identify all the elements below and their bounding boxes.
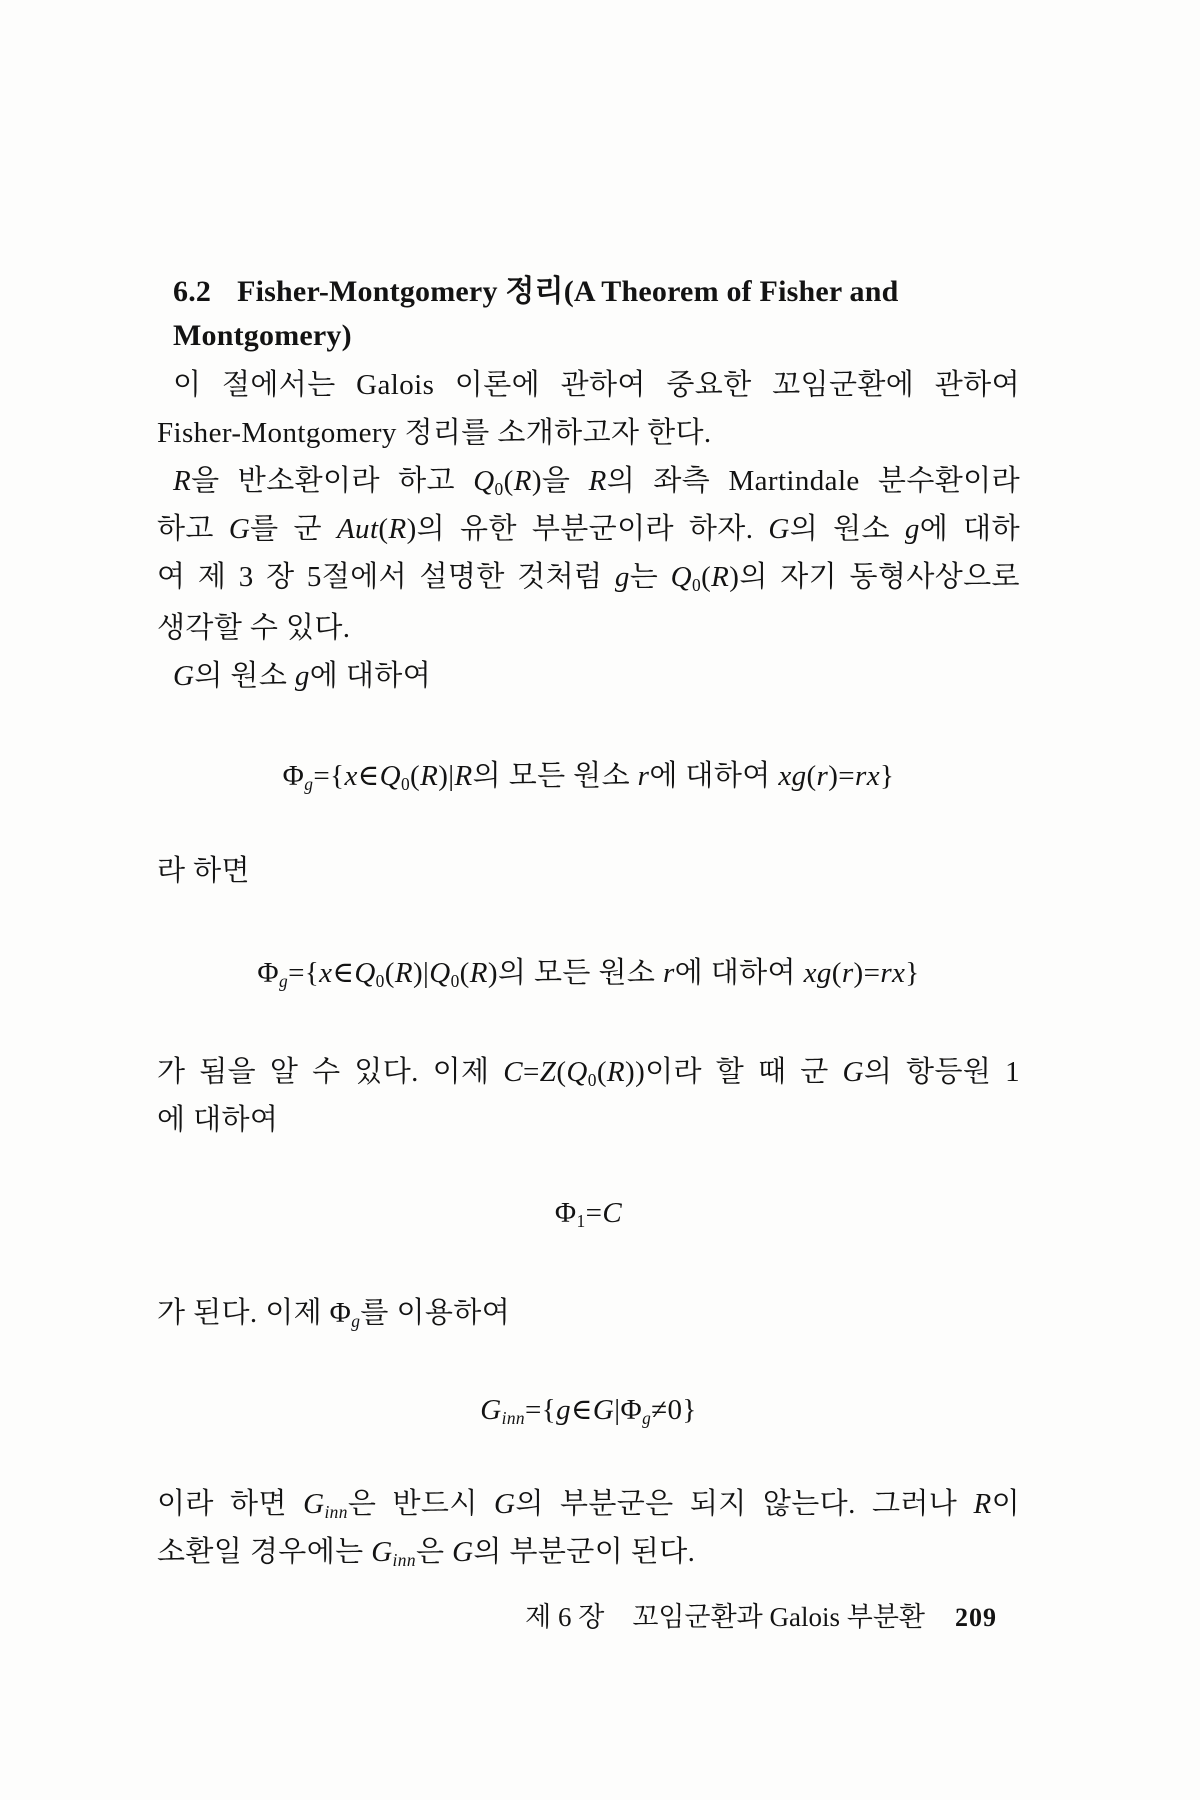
paragraph-line: 생각할 수 있다. bbox=[157, 612, 351, 644]
paragraph-line: 소환일 경우에는 Ginn은 G의 부분군이 된다. bbox=[157, 1536, 696, 1570]
paragraph-line: G의 원소 g에 대하여 bbox=[173, 660, 432, 692]
equation-phi-g-definition-r: Φg={x∈Q0(R)|R의 모든 원소 r에 대하여 xg(r)=rx} bbox=[282, 760, 895, 794]
paragraph-line: 이 절에서는 Galois 이론에 관하여 중요한 꼬임군환에 관하여 bbox=[173, 369, 1020, 401]
footer-page-number: 209 bbox=[955, 1603, 997, 1632]
footer-chapter-title: 꼬임군환과 Galois 부분환 bbox=[632, 1602, 925, 1632]
paragraph-line: 에 대하여 bbox=[157, 1104, 279, 1136]
footer-chapter-number: 제 6 장 bbox=[525, 1602, 605, 1632]
paragraph-line: 이라 하면 Ginn은 반드시 G의 부분군은 되지 않는다. 그러나 R이 bbox=[157, 1488, 1020, 1522]
paragraph-line: 가 된다. 이제 Φg를 이용하여 bbox=[157, 1297, 511, 1331]
paragraph-line: Fisher-Montgomery 정리를 소개하고자 한다. bbox=[157, 417, 712, 449]
equation-phi-1-equals-c: Φ1=C bbox=[554, 1197, 623, 1231]
running-footer bbox=[157, 1594, 1020, 1640]
paragraph-line: 하고 G를 군 Aut(R)의 유한 부분군이라 하자. G의 원소 g에 대하 bbox=[157, 513, 1020, 545]
paragraph-line: 라 하면 bbox=[157, 855, 250, 887]
section-title: Fisher-Montgomery 정리(A Theorem of Fisher and Montgomery) bbox=[173, 275, 899, 352]
section-heading bbox=[173, 270, 1073, 352]
paragraph-line: R을 반소환이라 하고 Q0(R)을 R의 좌측 Martindale 분수환이라 bbox=[173, 465, 1021, 499]
section-number: 6.2 bbox=[173, 275, 212, 308]
equation-phi-g-definition-q0r: Φg={x∈Q0(R)|Q0(R)의 모든 원소 r에 대하여 xg(r)=rx} bbox=[257, 957, 920, 991]
equation-g-inn-definition: Ginn={g∈G|Φg≠0} bbox=[480, 1394, 697, 1428]
paragraph-line: 가 됨을 알 수 있다. 이제 C=Z(Q0(R))이라 할 때 군 G의 항등원 1 bbox=[157, 1056, 1020, 1090]
paragraph-line: 여 제 3 장 5절에서 설명한 것처럼 g는 Q0(R)의 자기 동형사상으로 bbox=[157, 561, 1020, 595]
